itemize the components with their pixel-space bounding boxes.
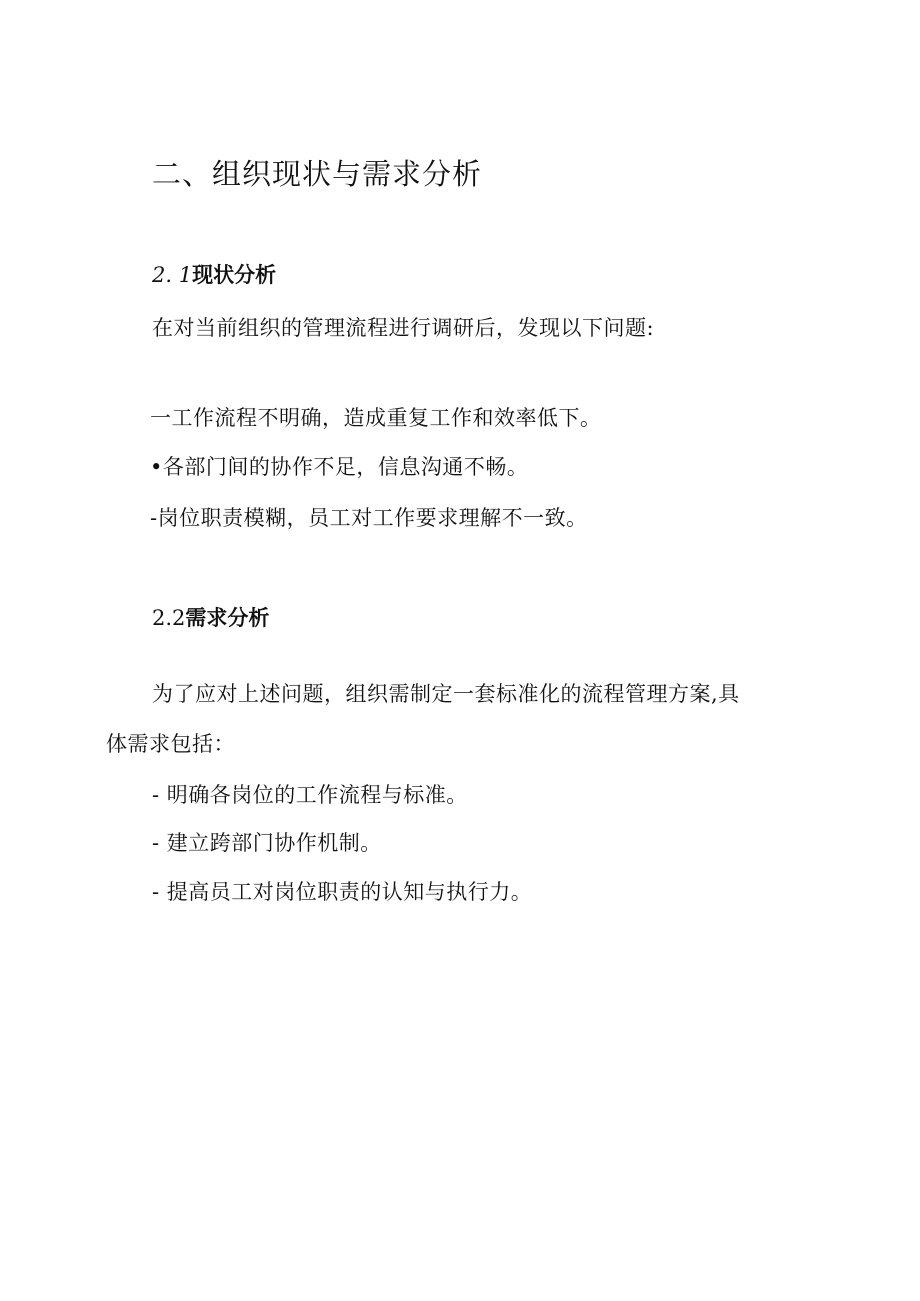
current-state-heading-number: 2. 1 <box>152 263 193 287</box>
issue-item: 一工作流程不明确，造成重复工作和效率低下。 <box>150 406 602 430</box>
needs-intro-line-1: 为了应对上述问题，组织需制定一套标准化的流程管理方案,具 <box>152 682 740 706</box>
need-item: - 明确各岗位的工作流程与标准。 <box>152 783 468 807</box>
needs-heading-text: 需求分析 <box>185 606 270 630</box>
issue-item: -岗位职责模糊，员工对工作要求理解不一致。 <box>150 506 588 530</box>
current-state-heading-text: 现状分析 <box>192 263 277 287</box>
needs-heading-number: 2.2 <box>152 606 186 630</box>
issue-item: •各部门间的协作不足，信息沟通不畅。 <box>150 455 529 479</box>
needs-heading <box>152 608 269 629</box>
current-state-heading <box>152 265 276 286</box>
needs-intro-line-2: 体需求包括： <box>106 732 235 756</box>
current-state-intro: 在对当前组织的管理流程进行调研后，发现以下问题: <box>152 316 655 340</box>
section-title: 二、组织现状与需求分析 <box>152 157 483 191</box>
need-item: - 提高员工对岗位职责的认知与执行力。 <box>152 880 533 904</box>
need-item: - 建立跨部门协作机制。 <box>152 831 382 855</box>
